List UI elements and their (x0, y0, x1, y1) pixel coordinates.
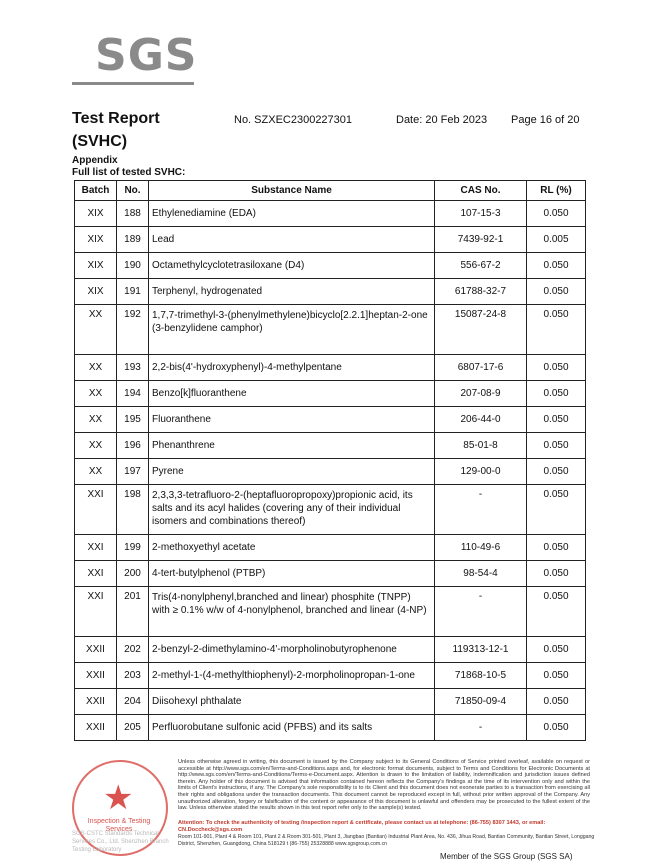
rl-cell: 0.050 (527, 253, 586, 279)
col-cas-no: CAS No. (435, 181, 527, 201)
cas-cell: 207-08-9 (435, 381, 527, 407)
table-row (75, 689, 586, 715)
stamp-text: Inspection & Testing Services (87, 818, 151, 833)
substance-name-cell: Perfluorobutane sulfonic acid (PFBS) and its salts (149, 715, 435, 741)
no-cell: 192 (117, 305, 149, 355)
cas-cell: 556-67-2 (435, 253, 527, 279)
attention-text: Attention: To check the authenticity of testing /inspection report & certificate, please contact us at telephone: (86-755) 8307 1443, or email: CN.Doccheck@sgs.com (178, 820, 546, 833)
rl-cell: 0.050 (527, 201, 586, 227)
no-cell: 198 (117, 485, 149, 535)
rl-cell: 0.050 (527, 637, 586, 663)
full-list-heading: Full list of tested SVHC: (72, 167, 186, 178)
batch-cell: XXI (75, 587, 117, 637)
no-cell: 200 (117, 561, 149, 587)
substance-name-cell: 4-tert-butylphenol (PTBP) (149, 561, 435, 587)
col-rl: RL (%) (527, 181, 586, 201)
batch-cell: XX (75, 355, 117, 381)
rl-cell: 0.050 (527, 587, 586, 637)
table-row (75, 407, 586, 433)
table-row (75, 637, 586, 663)
cas-cell: - (435, 485, 527, 535)
no-cell: 190 (117, 253, 149, 279)
appendix-heading: Appendix (72, 155, 118, 166)
cas-cell: 129-00-0 (435, 459, 527, 485)
table-row (75, 381, 586, 407)
no-cell: 203 (117, 663, 149, 689)
batch-cell: XXII (75, 637, 117, 663)
no-cell: 204 (117, 689, 149, 715)
no-cell: 191 (117, 279, 149, 305)
report-date: Date: 20 Feb 2023 (396, 114, 488, 126)
col-no: No. (117, 181, 149, 201)
table-row (75, 305, 586, 355)
no-cell: 196 (117, 433, 149, 459)
col-substance-name: Substance Name (149, 181, 435, 201)
substance-name-cell: Tris(4-nonylphenyl,branched and linear) phosphite (TNPP) with ≥ 0.1% w/w of 4-nonylphenol, branched and linear (4-NP) (149, 587, 435, 637)
rl-cell: 0.050 (527, 663, 586, 689)
cas-cell: 206-44-0 (435, 407, 527, 433)
substance-name-cell: Fluoranthene (149, 407, 435, 433)
batch-cell: XXII (75, 715, 117, 741)
substance-name-cell: 2-benzyl-2-dimethylamino-4'-morpholinobutyrophenone (149, 637, 435, 663)
svhc-table (74, 180, 586, 741)
member-text: Member of the SGS Group (SGS SA) (440, 852, 573, 861)
no-cell: 188 (117, 201, 149, 227)
sgs-logo: SGS (95, 30, 198, 81)
batch-cell: XIX (75, 253, 117, 279)
cas-cell: 61788-32-7 (435, 279, 527, 305)
batch-cell: XX (75, 381, 117, 407)
batch-cell: XXI (75, 561, 117, 587)
no-cell: 201 (117, 587, 149, 637)
table-row (75, 433, 586, 459)
batch-cell: XXII (75, 689, 117, 715)
page-number: Page 16 of 20 (511, 114, 580, 126)
table-row (75, 355, 586, 381)
rl-cell: 0.050 (527, 433, 586, 459)
batch-cell: XIX (75, 201, 117, 227)
rl-cell: 0.050 (527, 561, 586, 587)
substance-name-cell: Diisohexyl phthalate (149, 689, 435, 715)
table-row (75, 279, 586, 305)
table-row (75, 485, 586, 535)
cas-cell: 7439-92-1 (435, 227, 527, 253)
col-batch: Batch (75, 181, 117, 201)
cas-cell: 71850-09-4 (435, 689, 527, 715)
report-number: No. SZXEC2300227301 (234, 114, 353, 126)
cas-cell: 119313-12-1 (435, 637, 527, 663)
no-cell: 199 (117, 535, 149, 561)
batch-cell: XX (75, 459, 117, 485)
cas-cell: 85-01-8 (435, 433, 527, 459)
rl-cell: 0.050 (527, 459, 586, 485)
report-title: Test Report (72, 110, 160, 127)
table-row (75, 561, 586, 587)
no-cell: 197 (117, 459, 149, 485)
cas-cell: 71868-10-5 (435, 663, 527, 689)
no-cell: 189 (117, 227, 149, 253)
no-cell: 193 (117, 355, 149, 381)
substance-name-cell: 2,3,3,3-tetrafluoro-2-(heptafluoropropoxy)propionic acid, its salts and its acyl halides (covering any of their individual isomers and combinations thereof) (149, 485, 435, 535)
no-cell: 205 (117, 715, 149, 741)
rl-cell: 0.050 (527, 689, 586, 715)
rl-cell: 0.050 (527, 279, 586, 305)
substance-name-cell: Pyrene (149, 459, 435, 485)
rl-cell: 0.050 (527, 381, 586, 407)
report-subtitle: (SVHC) (72, 133, 128, 150)
cas-cell: 110-49-6 (435, 535, 527, 561)
batch-cell: XX (75, 305, 117, 355)
rl-cell: 0.050 (527, 355, 586, 381)
cas-cell: 15087-24-8 (435, 305, 527, 355)
cas-cell: 107-15-3 (435, 201, 527, 227)
table-row (75, 663, 586, 689)
batch-cell: XX (75, 433, 117, 459)
batch-cell: XX (75, 407, 117, 433)
substance-name-cell: Terphenyl, hydrogenated (149, 279, 435, 305)
substance-name-cell: Benzo[k]fluoranthene (149, 381, 435, 407)
table-row (75, 459, 586, 485)
table-row (75, 535, 586, 561)
rl-cell: 0.050 (527, 407, 586, 433)
no-cell: 194 (117, 381, 149, 407)
rl-cell: 0.050 (527, 535, 586, 561)
table-row (75, 227, 586, 253)
star-icon: ★ (103, 779, 134, 817)
cas-cell: - (435, 587, 527, 637)
substance-name-cell: 2,2-bis(4'-hydroxyphenyl)-4-methylpentane (149, 355, 435, 381)
batch-cell: XIX (75, 279, 117, 305)
cas-cell: 6807-17-6 (435, 355, 527, 381)
batch-cell: XXI (75, 535, 117, 561)
table-header-row (75, 181, 586, 201)
rl-cell: 0.005 (527, 227, 586, 253)
batch-cell: XXI (75, 485, 117, 535)
rl-cell: 0.050 (527, 485, 586, 535)
substance-name-cell: Octamethylcyclotetrasiloxane (D4) (149, 253, 435, 279)
disclaimer-text: Unless otherwise agreed in writing, this document is issued by the Company subject to its General Conditions of Service printed overleaf, available on request or accessible at http://www.sgs.com/en/Terms-and-Conditions.aspx and, for electronic format documents, subject to Terms and Conditions for Electronic Documents at http://www.sgs.com/en/Terms-and-Conditions/Terms-e-Document.aspx. Attention is drawn to the limitation of liability, indemnification and jurisdiction issues defined therein. Any holder of this document is advised that information contained hereon reflects the Company's findings at the time of its intervention only and within the limits of Client's instructions, if any. The Company's sole responsibility is to its Client and this document does not exonerate parties to a transaction from exercising all their rights and obligations under the transaction documents. This document cannot be reproduced except in full, without prior written approval of the Company. Any unauthorized alteration, forgery or falsification of the content or appearance of this document is unlawful and offenders may be prosecuted to the fullest extent of the law. Unless otherwise stated the results shown in this test report refer only to the sample(s) tested. (178, 759, 590, 812)
substance-name-cell: Lead (149, 227, 435, 253)
batch-cell: XXII (75, 663, 117, 689)
substance-name-cell: 2-methoxyethyl acetate (149, 535, 435, 561)
table-row (75, 201, 586, 227)
table-row (75, 587, 586, 637)
rl-cell: 0.050 (527, 715, 586, 741)
substance-name-cell: Phenanthrene (149, 433, 435, 459)
cas-cell: - (435, 715, 527, 741)
batch-cell: XIX (75, 227, 117, 253)
substance-name-cell: 1,7,7-trimethyl-3-(phenylmethylene)bicyclo[2.2.1]heptan-2-one (3-benzylidene camphor) (149, 305, 435, 355)
logo-underline (72, 82, 194, 85)
table-row (75, 253, 586, 279)
substance-name-cell: 2-methyl-1-(4-methylthiophenyl)-2-morpholinopropan-1-one (149, 663, 435, 689)
lab-name: SGS-CSTC Standards Technical Services Co., Ltd. Shenzhen Branch Testing Laboratory (72, 831, 169, 853)
no-cell: 202 (117, 637, 149, 663)
address-text: Room 101-901, Plant 4 & Room 101, Plant 2 & Room 301-501, Plant 3, Jiangbao (Bantian) Industrial Plant Area, No. 436, Jihua Road, Bantian Community, Bantian Street, Longgang District, Shenzhen, Guangdong, China 518129 t (86-755) 25328888 www.sgsgroup.com.cn (178, 834, 595, 847)
cas-cell: 98-54-4 (435, 561, 527, 587)
table-row (75, 715, 586, 741)
rl-cell: 0.050 (527, 305, 586, 355)
substance-name-cell: Ethylenediamine (EDA) (149, 201, 435, 227)
no-cell: 195 (117, 407, 149, 433)
